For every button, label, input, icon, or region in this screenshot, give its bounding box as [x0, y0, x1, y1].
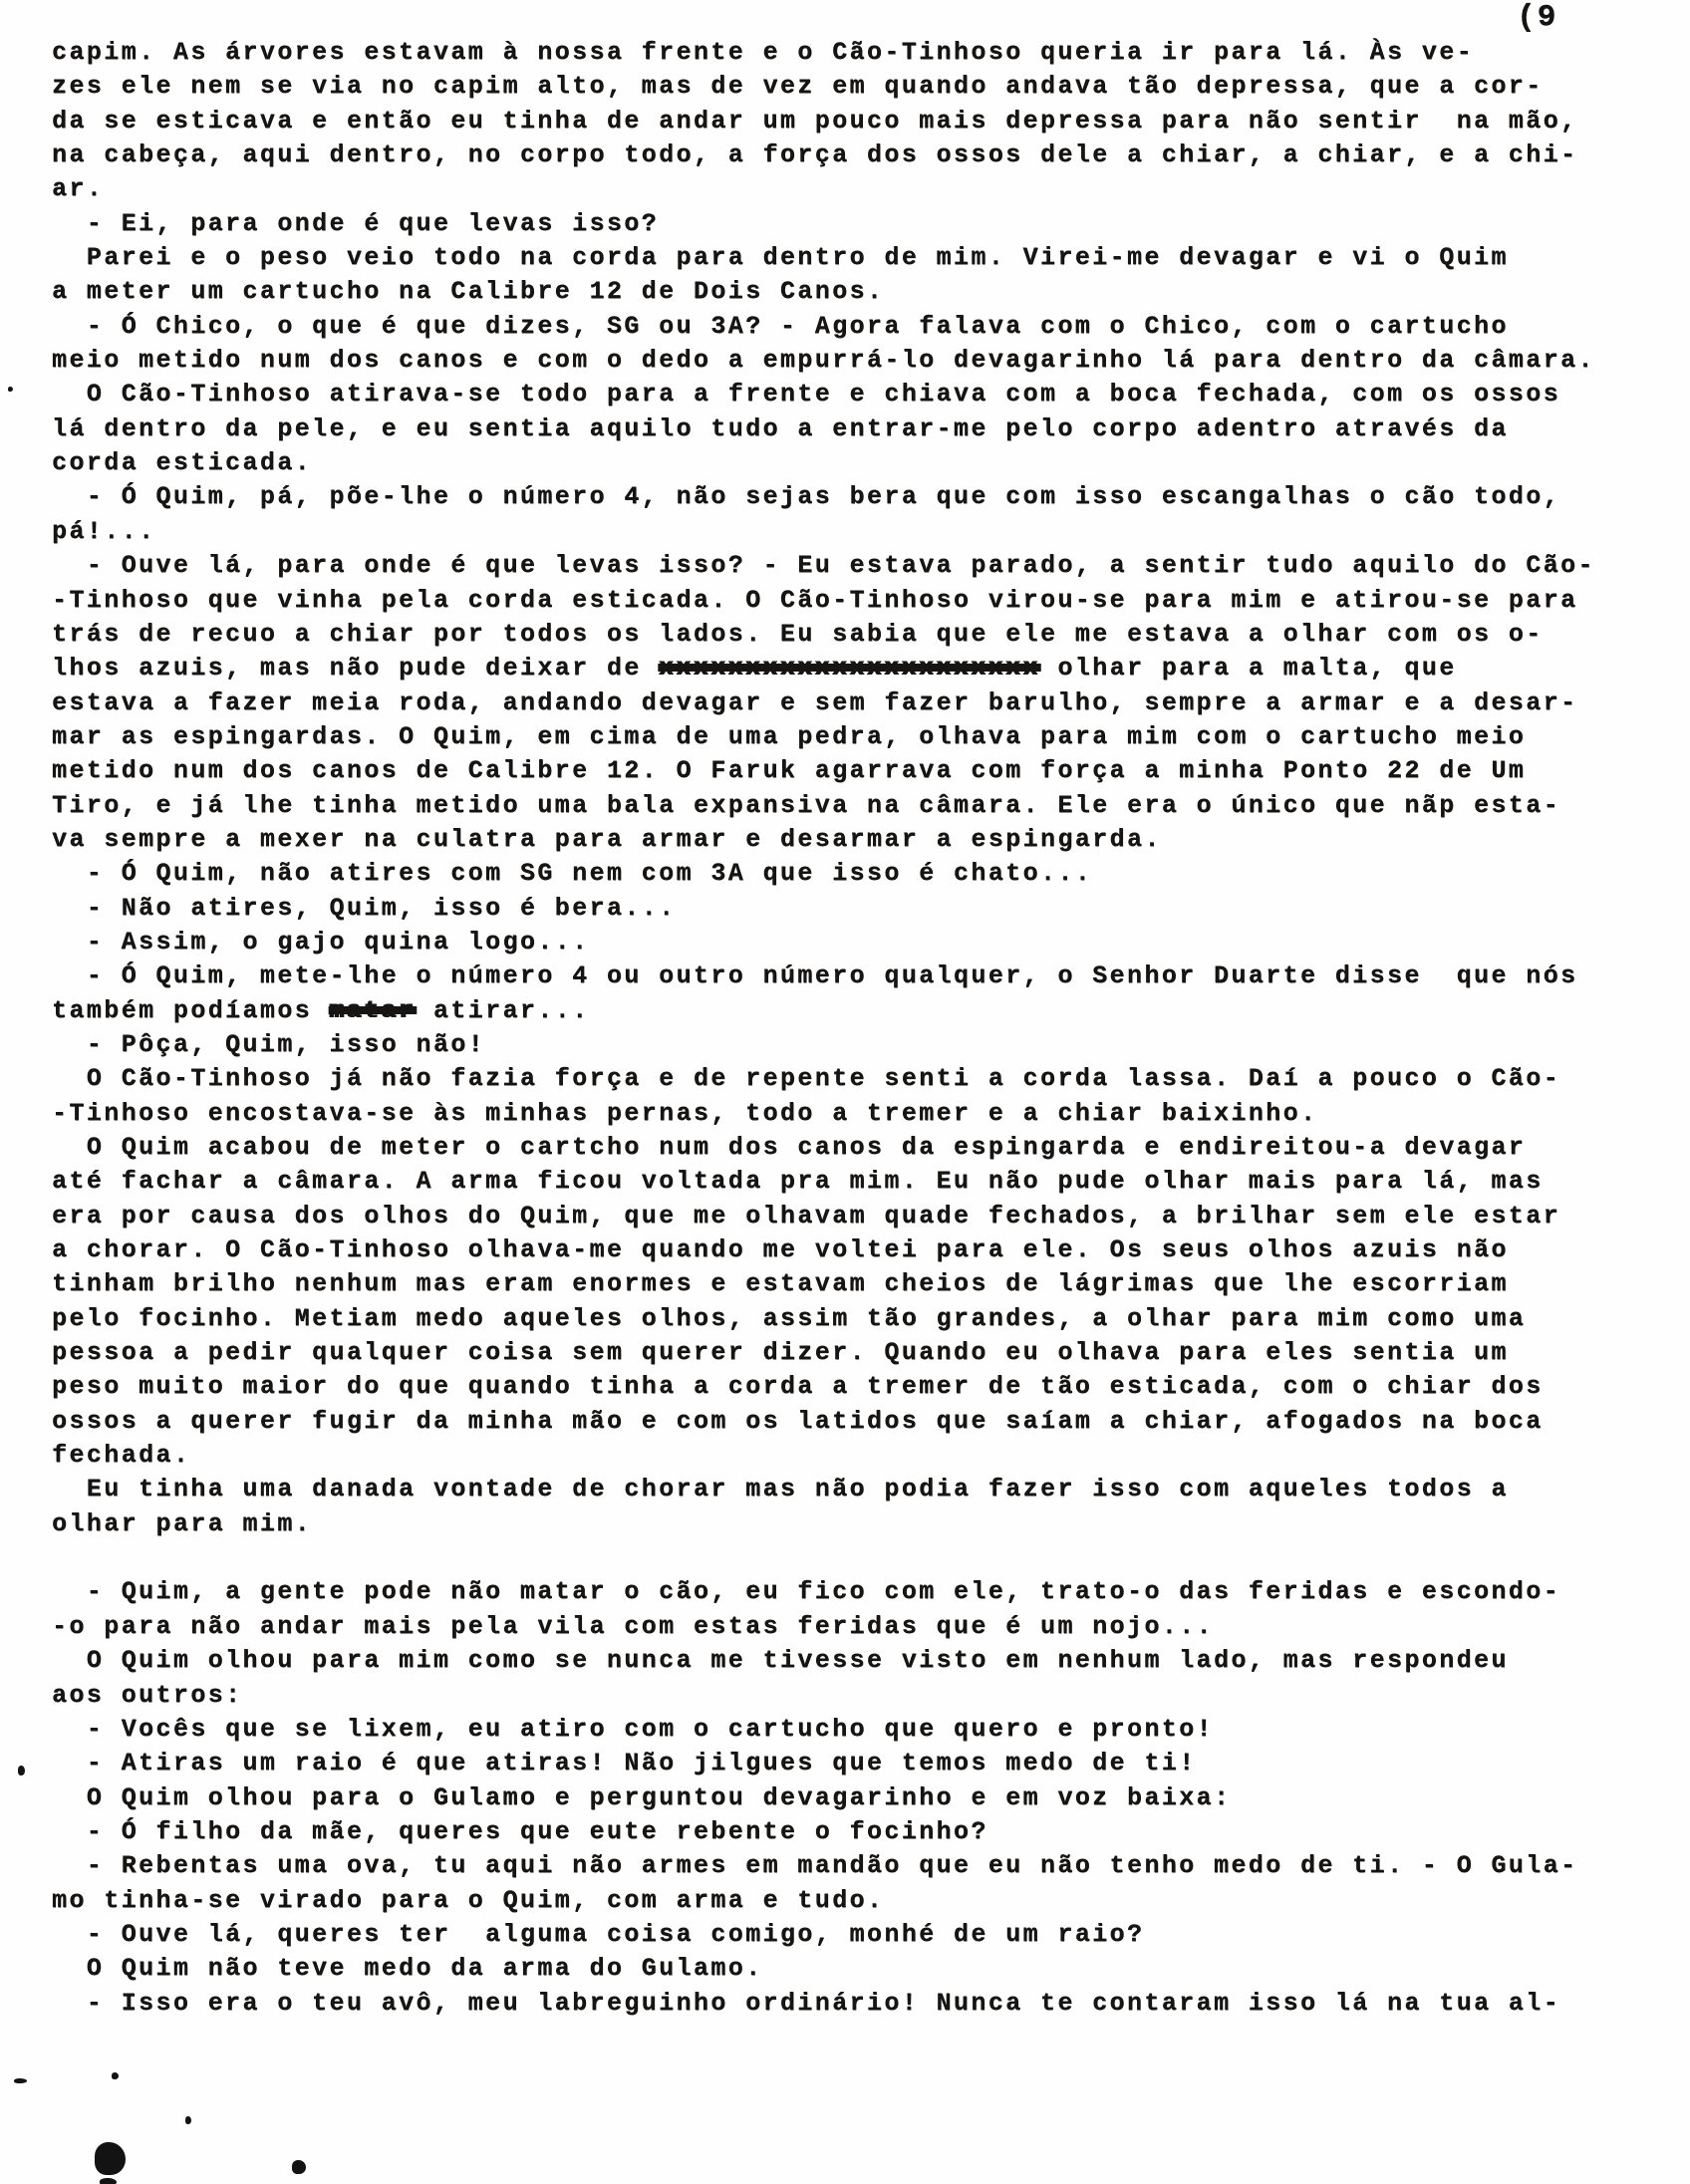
text-line	[52, 686, 1666, 720]
text-segment: olhar para mim.	[52, 1508, 313, 1538]
text-segment: ar.	[52, 174, 105, 204]
text-segment: até fachar a câmara. A arma ficou voltada pra mim. Eu não pude olhar mais para lá, mas	[52, 1167, 1544, 1197]
text-line	[52, 344, 1666, 378]
text-line	[52, 618, 1666, 652]
text-segment: corda esticada.	[52, 448, 313, 478]
text-line	[52, 789, 1666, 823]
text-segment: - Ouve lá, queres ter alguma coisa comigo, monhé de um raio?	[52, 1919, 1145, 1949]
text-line	[52, 1610, 1666, 1644]
text-segment: -o para não andar mais pela vila com estas feridas que é um nojo...	[52, 1611, 1214, 1641]
text-segment: - Ei, para onde é que levas isso?	[52, 208, 660, 238]
text-line	[52, 1849, 1666, 1883]
text-segment: - Não atires, Quim, isso é bera...	[52, 893, 677, 923]
text-segment: ossos a querer fugir da minha mão e com os latidos que saíam a chiar, afogados na boca	[52, 1406, 1544, 1436]
text-line	[52, 1987, 1666, 2021]
text-segment: O Quim acabou de meter o cartcho num dos canos da espingarda e endireitou-a devagar	[52, 1133, 1527, 1162]
ink-speck	[100, 2178, 117, 2184]
text-segment: O Quim olhou para mim como se nunca me tivesse visto em nenhum lado, mas respondeu	[52, 1646, 1509, 1676]
text-line	[52, 1884, 1666, 1918]
text-segment: olhar para a malta, que	[1039, 654, 1457, 683]
text-segment: -Tinhoso que vinha pela corda esticada. O Cão-Tinhoso virou-se para mim e atirou-se para	[52, 585, 1578, 615]
text-segment: na cabeça, aqui dentro, no corpo todo, a força dos ossos dele a chiar, a chiar, e a chi-	[52, 140, 1578, 170]
text-line	[52, 994, 1666, 1028]
text-segment: trás de recuo a chiar por todos os lados. Eu sabia que ele me estava a olhar com os o-	[52, 619, 1544, 649]
text-segment: pá!...	[52, 516, 156, 546]
ink-speck	[14, 2078, 27, 2083]
text-line	[52, 1200, 1666, 1233]
struck-out-text: xxxxxxxxxxxxxxxxxxxxxx	[659, 654, 1040, 683]
text-line	[52, 652, 1666, 685]
text-segment: lhos azuis, mas não pude deixar de	[52, 654, 660, 683]
text-segment: peso muito maior do que quando tinha a corda a tremer de tão esticada, com o chiar dos	[52, 1372, 1544, 1402]
text-segment: a meter um cartucho na Calibre 12 de Dois Canos.	[52, 277, 885, 307]
text-segment: - Ó filho da mãe, queres que eute rebente o focinho?	[52, 1816, 988, 1846]
text-line	[52, 1679, 1666, 1713]
text-line	[52, 754, 1666, 788]
text-segment: meio metido num dos canos e com o dedo a empurrá-lo devagarinho lá para dentro da câmara.	[52, 346, 1595, 376]
text-segment: - Assim, o gajo quina logo...	[52, 927, 590, 956]
text-line	[52, 823, 1666, 857]
text-line	[52, 1370, 1666, 1404]
text-segment: metido num dos canos de Calibre 12. O Faruk agarrava com força a minha Ponto 22 de Um	[52, 756, 1527, 786]
text-segment: da se esticava e então eu tinha de andar um pouco mais depressa para não sentir na mão,	[52, 106, 1578, 136]
text-segment: - Rebentas uma ova, tu aqui não armes em mandão que eu não tenho medo de ti. - O Gula-	[52, 1851, 1578, 1881]
text-line	[52, 1097, 1666, 1131]
text-segment: - Quim, a gente pode não matar o cão, eu fico com ele, trato-o das feridas e escondo-	[52, 1577, 1561, 1607]
text-line	[52, 480, 1666, 514]
text-segment: atirar...	[416, 995, 590, 1025]
text-line	[52, 1131, 1666, 1165]
text-line	[52, 138, 1666, 172]
text-segment: - Ó Quim, mete-lhe o número 4 ou outro número qualquer, o Senhor Duarte disse que nós	[52, 961, 1578, 991]
text-line	[52, 1781, 1666, 1815]
text-segment: O Cão-Tinhoso atirava-se todo para a frente e chiava com a boca fechada, com os ossos	[52, 380, 1561, 410]
text-line	[52, 412, 1666, 446]
text-line	[52, 1267, 1666, 1301]
text-line	[52, 1028, 1666, 1062]
text-line	[52, 515, 1666, 549]
text-line	[52, 1644, 1666, 1678]
text-segment: - Ó Quim, pá, põe-lhe o número 4, não sejas bera que com isso escangalhas o cão todo,	[52, 482, 1561, 512]
text-segment: Tiro, e já lhe tinha metido uma bala expansiva na câmara. Ele era o único que nãp esta-	[52, 790, 1561, 820]
text-segment: O Quim olhou para o Gulamo e perguntou devagarinho e em voz baixa:	[52, 1782, 1232, 1812]
text-line	[52, 1541, 1666, 1575]
ink-speck	[8, 387, 13, 392]
text-segment: Eu tinha uma danada vontade de chorar mas não podia fazer isso com aqueles todos a	[52, 1475, 1509, 1504]
text-line	[52, 36, 1666, 70]
text-line	[52, 1165, 1666, 1199]
text-segment: -Tinhoso encostava-se às minhas pernas, todo a tremer e a chiar baixinho.	[52, 1098, 1318, 1128]
text-line	[52, 926, 1666, 959]
text-segment: Parei e o peso veio todo na corda para dentro de mim. Virei-me devagar e vi o Quim	[52, 243, 1509, 273]
text-line	[52, 1815, 1666, 1849]
text-line	[52, 1405, 1666, 1439]
text-line	[52, 1507, 1666, 1541]
text-segment: aos outros:	[52, 1680, 243, 1710]
text-line	[52, 720, 1666, 754]
text-line	[52, 207, 1666, 241]
text-segment: também podíamos	[52, 995, 330, 1025]
text-line	[52, 1747, 1666, 1780]
text-segment: O Cão-Tinhoso já não fazia força e de repente senti a corda lassa. Daí a pouco o Cão-	[52, 1064, 1561, 1094]
text-segment: - Ó Quim, não atires com SG nem com 3A que isso é chato...	[52, 859, 1093, 889]
text-line	[52, 1439, 1666, 1473]
text-line	[52, 1302, 1666, 1336]
text-segment: capim. As árvores estavam à nossa frente e o Cão-Tinhoso queria ir para lá. Às ve-	[52, 38, 1474, 67]
text-segment: pessoa a pedir qualquer coisa sem querer dizer. Quando eu olhava para eles sentia um	[52, 1338, 1509, 1368]
ink-speck	[292, 2160, 306, 2174]
text-segment: - Ouve lá, para onde é que levas isso? - Eu estava parado, a sentir tudo aquilo do Cão-	[52, 551, 1595, 581]
ink-speck	[95, 2142, 126, 2175]
text-line	[52, 857, 1666, 891]
text-line	[52, 1575, 1666, 1609]
text-segment: lá dentro da pele, e eu sentia aquilo tudo a entrar-me pelo corpo adentro através da	[52, 413, 1509, 443]
ink-speck	[112, 2072, 119, 2079]
text-segment: - Vocês que se lixem, eu atiro com o cartucho que quero e pronto!	[52, 1714, 1214, 1744]
text-line	[52, 959, 1666, 993]
text-body	[52, 36, 1666, 2021]
text-segment: - Atiras um raio é que atiras! Não jilgues que temos medo de ti!	[52, 1749, 1197, 1778]
text-line	[52, 584, 1666, 618]
text-line	[52, 1473, 1666, 1506]
text-segment: - Ó Chico, o que é que dizes, SG ou 3A? - Agora falava com o Chico, com o cartucho	[52, 311, 1509, 341]
text-line	[52, 1713, 1666, 1747]
text-segment: pelo focinho. Metiam medo aqueles olhos, assim tão grandes, a olhar para mim como uma	[52, 1303, 1527, 1333]
text-line	[52, 1952, 1666, 1986]
text-line	[52, 549, 1666, 583]
text-line	[52, 310, 1666, 344]
page-number: (9	[1517, 0, 1558, 35]
text-segment: a chorar. O Cão-Tinhoso olhava-me quando me voltei para ele. Os seus olhos azuis não	[52, 1235, 1509, 1265]
text-line	[52, 105, 1666, 138]
text-segment: - Pôça, Quim, isso não!	[52, 1029, 486, 1059]
text-segment: mo tinha-se virado para o Quim, com arma e tudo.	[52, 1885, 885, 1915]
text-segment: - Isso era o teu avô, meu labreguinho ordinário! Nunca te contaram isso lá na tua al-	[52, 1988, 1561, 2018]
text-line	[52, 1062, 1666, 1096]
ink-speck	[185, 2116, 191, 2124]
text-line	[52, 1336, 1666, 1370]
text-line	[52, 892, 1666, 926]
text-line	[52, 1233, 1666, 1267]
text-segment: zes ele nem se via no capim alto, mas de vez em quando andava tão depressa, que a cor-	[52, 72, 1544, 102]
ink-speck	[18, 1766, 25, 1775]
text-segment: va sempre a mexer na culatra para armar e desarmar a espingarda.	[52, 824, 1162, 854]
text-line	[52, 1918, 1666, 1952]
text-segment: mar as espingardas. O Quim, em cima de uma pedra, olhava para mim com o cartucho meio	[52, 721, 1527, 751]
text-segment: estava a fazer meia roda, andando devagar e sem fazer barulho, sempre a armar e a desar-	[52, 687, 1578, 717]
text-segment: fechada.	[52, 1441, 191, 1471]
text-segment: tinham brilho nenhum mas eram enormes e estavam cheios de lágrimas que lhe escorriam	[52, 1269, 1509, 1299]
text-line	[52, 378, 1666, 411]
text-line	[52, 70, 1666, 104]
struck-out-text: matar	[329, 995, 417, 1025]
text-line	[52, 446, 1666, 480]
text-segment: O Quim não teve medo da arma do Gulamo.	[52, 1954, 763, 1984]
text-segment: era por causa dos olhos do Quim, que me olhavam quade fechados, a brilhar sem ele estar	[52, 1201, 1561, 1230]
text-line	[52, 275, 1666, 309]
text-line	[52, 172, 1666, 206]
text-line	[52, 241, 1666, 275]
